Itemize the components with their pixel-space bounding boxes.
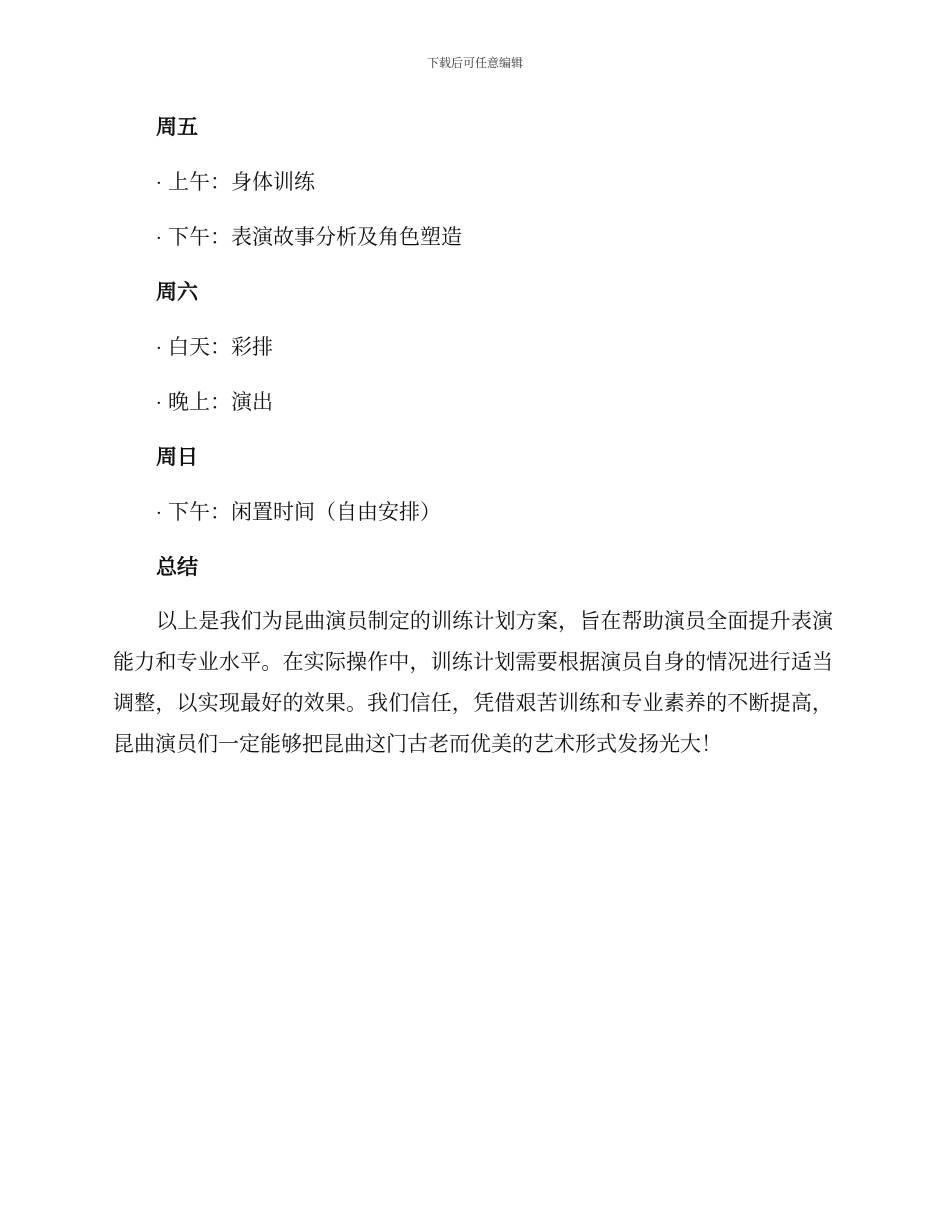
section-friday	[113, 110, 833, 275]
section-sunday	[113, 440, 833, 550]
document-content	[113, 110, 833, 765]
list-item	[156, 220, 833, 275]
list-item	[156, 495, 833, 550]
bullet: ·	[156, 173, 162, 194]
list-item-text: 下午：闲置时间（自由安排）	[168, 500, 441, 524]
section-heading: 总结	[156, 554, 198, 579]
list-item	[156, 330, 833, 385]
section-heading: 周日	[156, 444, 198, 469]
list-item-text: 白天：彩排	[168, 335, 273, 359]
section-heading: 周六	[156, 279, 198, 304]
list-item	[156, 385, 833, 440]
bullet: ·	[156, 393, 162, 414]
list-item	[156, 165, 833, 220]
bullet: ·	[156, 228, 162, 249]
section-summary	[113, 550, 833, 765]
section-heading: 周五	[156, 114, 198, 139]
list-item-text: 下午：表演故事分析及角色塑造	[168, 225, 462, 249]
bullet: ·	[156, 503, 162, 524]
bullet: ·	[156, 338, 162, 359]
summary-paragraph: 以上是我们为昆曲演员制定的训练计划方案，旨在帮助演员全面提升表演能力和专业水平。在实际操作中，训练计划需要根据演员自身的情况进行适当调整，以实现最好的效果。我们信任，凭借艰苦训练和专业素养的不断提高，昆曲演员们一定能够把昆曲这门古老而优美的艺术形式发扬光大！	[113, 609, 833, 756]
list-item-text: 晚上：演出	[168, 390, 273, 414]
section-saturday	[113, 275, 833, 440]
list-item-text: 上午：身体训练	[168, 170, 315, 194]
page-header: 下载后可任意编辑	[426, 56, 523, 70]
